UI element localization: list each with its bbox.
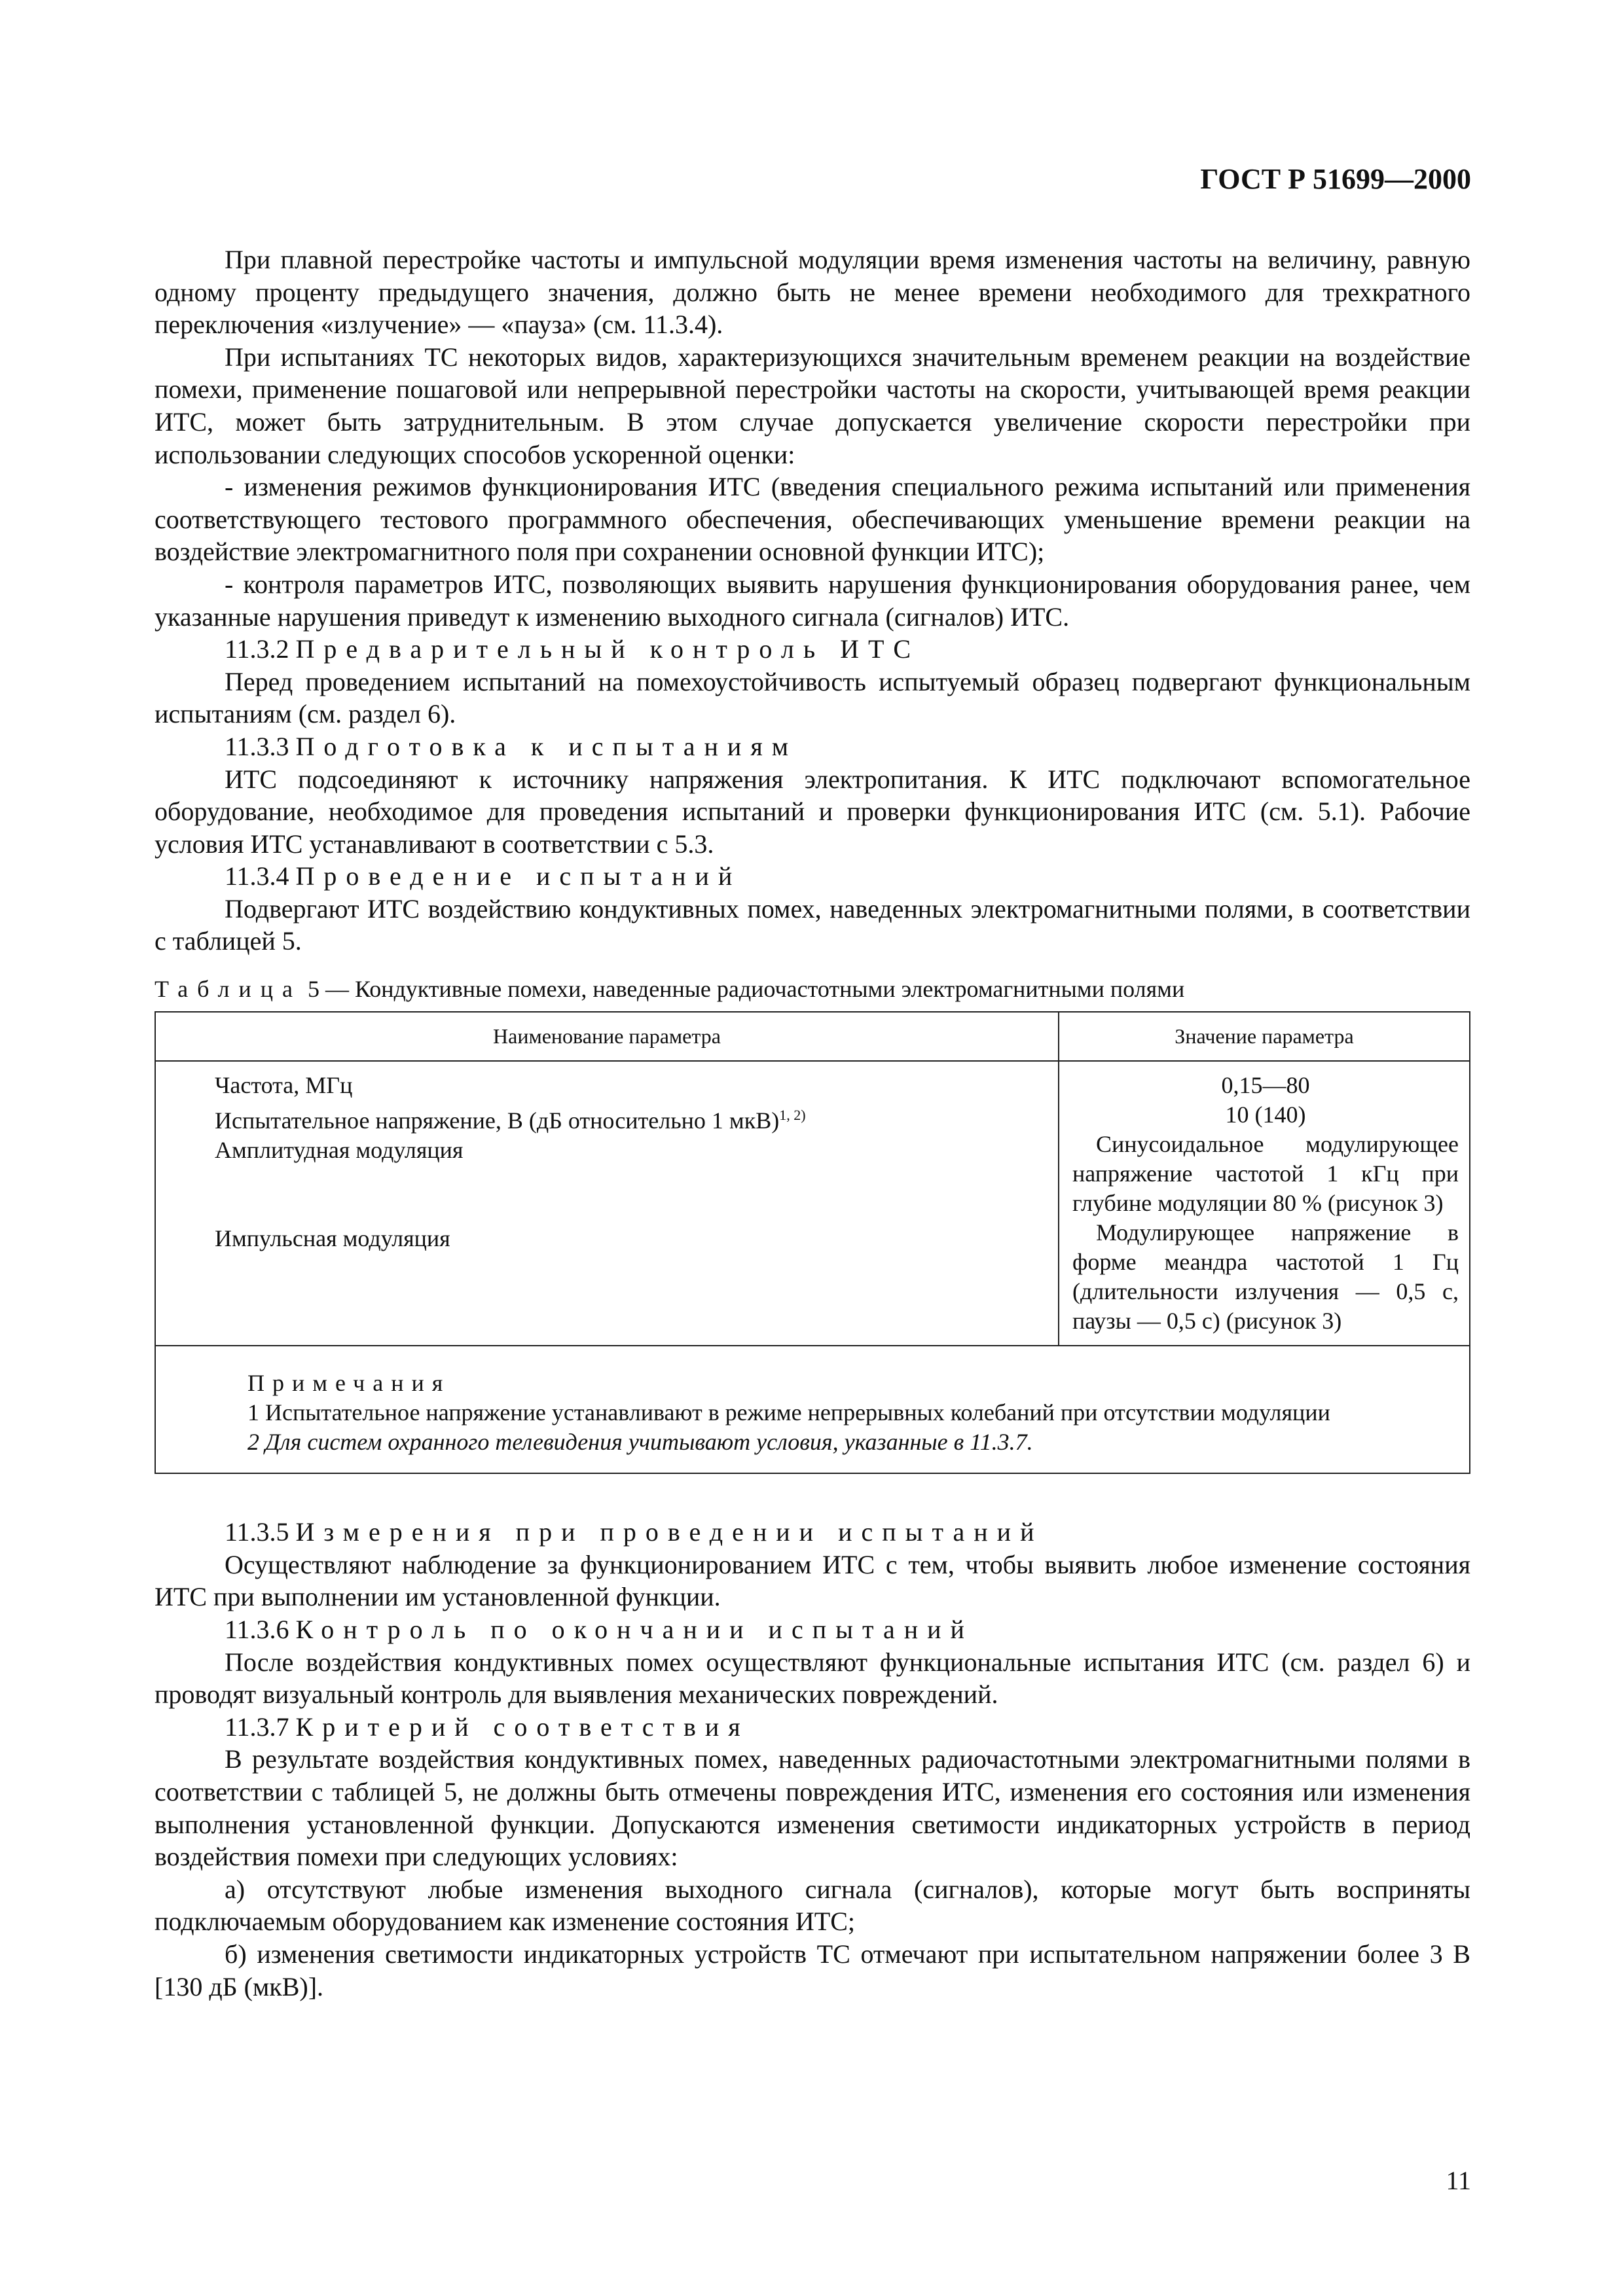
paragraph: Перед проведением испытаний на помехоустойчивость испытуемый образец подвергают функциональным испытаниям (см. раздел 6). <box>155 666 1470 729</box>
subsection-number: 11.3.2 <box>225 634 289 664</box>
paragraph: При плавной перестройке частоты и импульсной модуляции время изменения частоты на величину, равную одному проценту предыдущего значения, должно быть не менее времени необходимого для трехкратного переключения «излучение» — «пауза» (см. 11.3.4). <box>155 245 1470 340</box>
table-caption-word: Таблица <box>155 976 302 1003</box>
subsection-heading <box>155 860 1470 893</box>
table-notes-cell <box>155 1346 1470 1473</box>
subsection-heading <box>155 633 1470 666</box>
subsection-title: Предварительный контроль ИТС <box>295 634 921 664</box>
list-item: - изменения режимов функционирования ИТС (введения специального режима испытаний или применения соответствующего тестового программного обеспечения, обеспечивающих уменьшение времени реакции на воздействие электромагнитного поля при сохранении основной функции ИТС); <box>155 472 1470 567</box>
subsection-heading <box>155 1516 1470 1549</box>
subsection-number: 11.3.6 <box>225 1615 289 1645</box>
table-caption-text: 5 — Кондуктивные помехи, наведенные радиочастотными электромагнитными полями <box>307 976 1185 1003</box>
table-row <box>155 1061 1470 1346</box>
list-item: а) отсутствуют любые изменения выходного сигнала (сигналов), которые могут быть восприняты подключаемым оборудованием как изменение состояния ИТС; <box>155 1874 1470 1937</box>
subsection-title: Критерий соответствия <box>295 1712 750 1742</box>
paragraph: Подвергают ИТС воздействию кондуктивных помех, наведенных электромагнитными полями, в соответствии с таблицей 5. <box>155 893 1470 956</box>
table-notes-row <box>155 1346 1470 1473</box>
list-item: - контроля параметров ИТС, позволяющих выявить нарушения функционирования оборудования ранее, чем указанные нарушения приведут к изменению выходного сигнала (сигналов) ИТС. <box>155 569 1470 632</box>
footnote-reference: 1, 2) <box>779 1107 806 1124</box>
note-item: 2 Для систем охранного телевидения учитывают условия, указанные в 11.3.7. <box>247 1429 1033 1456</box>
subsection-title: Контроль по окончании испытаний <box>295 1615 974 1645</box>
parameter-value: Синусоидальное модулирующее напряжение частотой 1 кГц при глубине модуляции 80 % (рисунок 3) <box>1072 1131 1459 1217</box>
subsection-number: 11.3.5 <box>225 1517 289 1547</box>
subsection-heading <box>155 1613 1470 1646</box>
paragraph: При испытаниях ТС некоторых видов, характеризующихся значительным временем реакции на воздействие помехи, применение пошаговой или непрерывной перестройки частоты на скорости, учитывающей время реакции ИТС, может быть затруднительным. В этом случае допускается увеличение скорости перестройки при использовании следующих способов ускоренной оценки: <box>155 342 1470 469</box>
spacer <box>215 1165 1045 1224</box>
parameter-value: 0,15—80 <box>1221 1072 1310 1099</box>
parameter-name: Амплитудная модуляция <box>215 1137 464 1164</box>
parameter-name-text: Испытательное напряжение, В (дБ относительно 1 мкВ) <box>215 1107 780 1134</box>
table-caption <box>155 973 1470 1006</box>
column-header: Наименование параметра <box>155 1012 1059 1062</box>
subsection-title: Измерения при проведении испытаний <box>295 1517 1044 1547</box>
table-header-row <box>155 1012 1470 1062</box>
parameter-value: Модулирующее напряжение в форме меандра частотой 1 Гц (длительности излучения — 0,5 с, паузы — 0,5 с) (рисунок 3) <box>1072 1219 1459 1335</box>
column-header: Значение параметра <box>1059 1012 1470 1062</box>
subsection-number: 11.3.7 <box>225 1712 289 1742</box>
subsection-heading <box>155 730 1470 763</box>
parameter-name: Частота, МГц <box>215 1072 353 1099</box>
subsection-title: Подготовка к испытаниям <box>295 731 798 761</box>
paragraph: В результате воздействия кондуктивных помех, наведенных радиочастотными электромагнитными полями в соответствии с таблицей 5, не должны быть отмечены повреждения ИТС, изменения его состояния или изменения выполнения установленной функции. Допускаются изменения светимости индикаторных устройств в период воздействия помехи при следующих условиях: <box>155 1744 1470 1872</box>
page-number: 11 <box>1446 2166 1471 2195</box>
notes-title: Примечания <box>247 1370 451 1397</box>
subsection-number: 11.3.3 <box>225 731 289 761</box>
paragraph: Осуществляют наблюдение за функционированием ИТС с тем, чтобы выявить любое изменение состояния ИТС при выполнении им установленной функции. <box>155 1549 1470 1612</box>
parameter-name <box>215 1100 1045 1136</box>
parameter-value: 10 (140) <box>1225 1102 1306 1128</box>
subsection-title: Проведение испытаний <box>295 861 742 891</box>
paragraph: После воздействия кондуктивных помех осуществляют функциональные испытания ИТС (см. раздел 6) и проводят визуальный контроль для выявления механических повреждений. <box>155 1647 1470 1710</box>
subsection-number: 11.3.4 <box>225 861 289 891</box>
list-item: б) изменения светимости индикаторных устройств ТС отмечают при испытательном напряжении более 3 В [130 дБ (мкВ)]. <box>155 1939 1470 2001</box>
parameter-values-cell <box>1059 1061 1470 1346</box>
note-item: 1 Испытательное напряжение устанавливают в режиме непрерывных колебаний при отсутствии модуляции <box>247 1399 1330 1426</box>
parameter-names-cell <box>155 1061 1059 1346</box>
parameter-name: Импульсная модуляция <box>215 1225 450 1252</box>
document-body <box>155 243 1470 2003</box>
paragraph: ИТС подсоединяют к источнику напряжения электропитания. К ИТС подключают вспомогательное оборудование, необходимое для проведения испытаний и проверки функционирования ИТС (см. 5.1). Рабочие условия ИТС устанавливают в соответствии с 5.3. <box>155 764 1470 859</box>
document-header: ГОСТ Р 51699—2000 <box>1200 163 1471 195</box>
parameters-table <box>155 1011 1470 1475</box>
subsection-heading <box>155 1711 1470 1744</box>
